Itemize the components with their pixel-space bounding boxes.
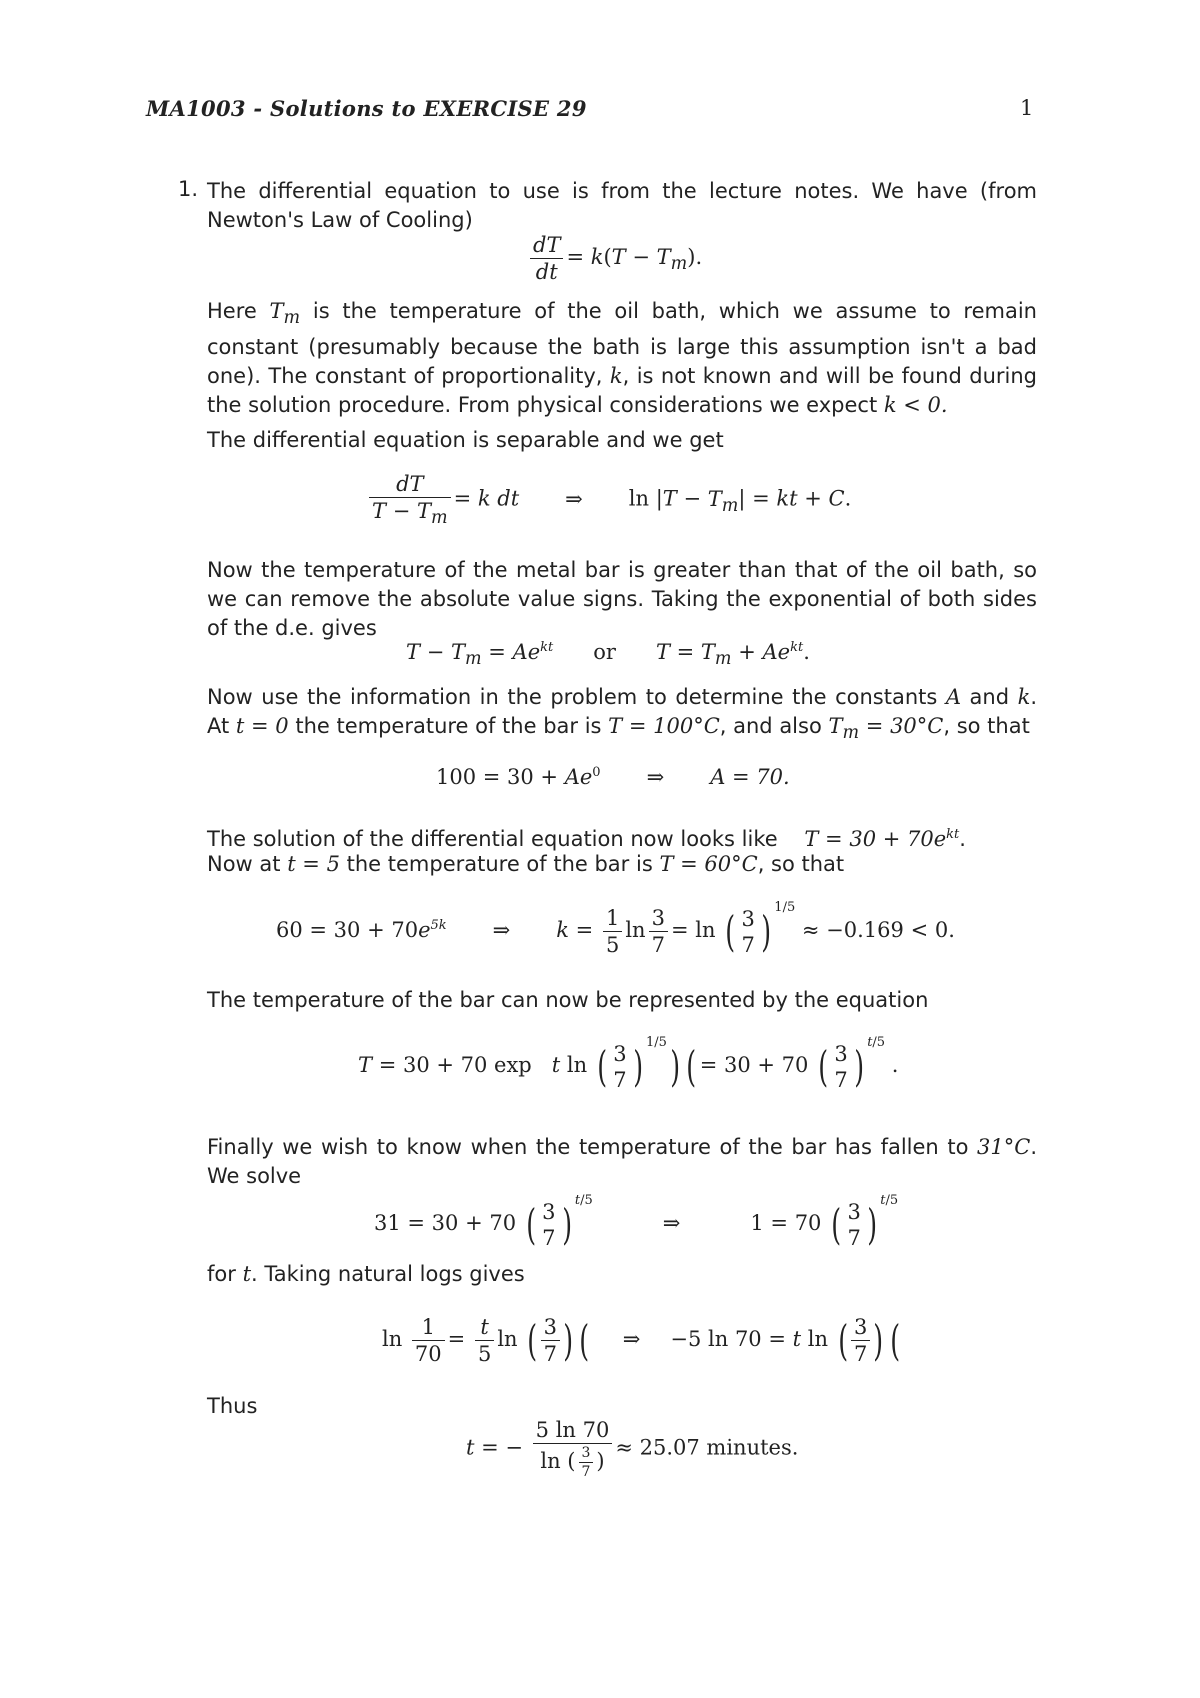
item-number: 1.	[178, 177, 199, 201]
equation-temperature-exp: T = 30 + 70 exp t ln ( 3 7 ) $^{1/5}$) ( = 30 + 70 ( 3 7 ) $^{t/5}$ .	[358, 1035, 899, 1092]
page-title: MA1003 - Solutions to EXERCISE 29	[146, 96, 587, 121]
paragraph-solution: The solution of the differential equation now looks like $T = 30 + 70e^{kt}$.	[207, 827, 966, 851]
equation-solve-31: 31 = 30 + 70 ( 3 7 ) $^{t/5}$⇒ 1 = 70 ( 3 7 ) $^{t/5}$	[374, 1193, 899, 1250]
equation-separable: $\frac{dT}{T - T_m}$ = k dt ⇒ $\ln |T - T_m|$ = kt + C.	[366, 472, 851, 528]
page-number: 1	[1020, 96, 1034, 120]
equation-newton-cooling: $\frac{dT}{dt}$ = $k(T - T_m)$.	[527, 233, 702, 284]
paragraph-31-degrees: Finally we wish to know when the temperature of the bar has fallen to 31°C. We solve	[207, 1135, 1037, 1188]
or-label: or	[593, 640, 616, 664]
paragraph-represented: The temperature of the bar can now be represented by the equation	[207, 988, 929, 1012]
paragraph-absolute-value: Now the temperature of the metal bar is greater than that of the oil bath, so we can remove the absolute value signs. Taking the exponential of both sides of the d.e. gives	[207, 558, 1037, 640]
equation-exponential: $T - T_m = Ae^{kt}$ or $T = T_m + Ae^{kt}$.	[406, 640, 810, 670]
paragraph-natural-logs: for t. Taking natural logs gives	[207, 1262, 525, 1286]
equation-final-time: t = − 5 ln 70 ln ( $\frac{3}{7}$ ) ≈ 25.07 minutes.	[466, 1418, 799, 1480]
paragraph-constants: Now use the information in the problem to determine the constants A and k. At t = 0 the temperature of the bar is T = 100°C, and also $T_m = 30^\circ C$, so that	[207, 685, 1038, 744]
paragraph-intro: The differential equation to use is from the lecture notes. We have (from Newton's Law of Cooling)	[207, 179, 1037, 232]
paragraph-assumptions: Here $T_m$ is the temperature of the oil bath, which we assume to remain constant (presumably because the bath is large this assumption isn't a bad one). The constant of proportionality, k, is not known and will be found during the solution procedure. From physical considerations we expect k < 0.	[207, 299, 1037, 418]
paragraph-t5: Now at t = 5 the temperature of the bar is T = 60°C, so that	[207, 852, 845, 876]
paragraph-thus: Thus	[207, 1394, 258, 1418]
equation-natural-logs: ln $\frac{1}{70}$ = $\frac{t}{5}$ ln ( $\frac{3}{7}$ ) ( ⇒ −5 ln 70 = t ln ( $\frac{3}{7}$ ) (	[382, 1315, 900, 1366]
equation-find-A: $100 = 30 + Ae^0$ ⇒ A = 70.	[436, 765, 790, 789]
equation-find-k: $60 = 30 + 70e^{5k}$ ⇒ k = $\frac{1}{5}$ ln $\frac{3}{7}$ = ln ( 3 7 ) $^{1/5}$ ≈ −0.169 < 0.	[276, 900, 955, 957]
paragraph-separable: The differential equation is separable and we get	[207, 428, 724, 452]
